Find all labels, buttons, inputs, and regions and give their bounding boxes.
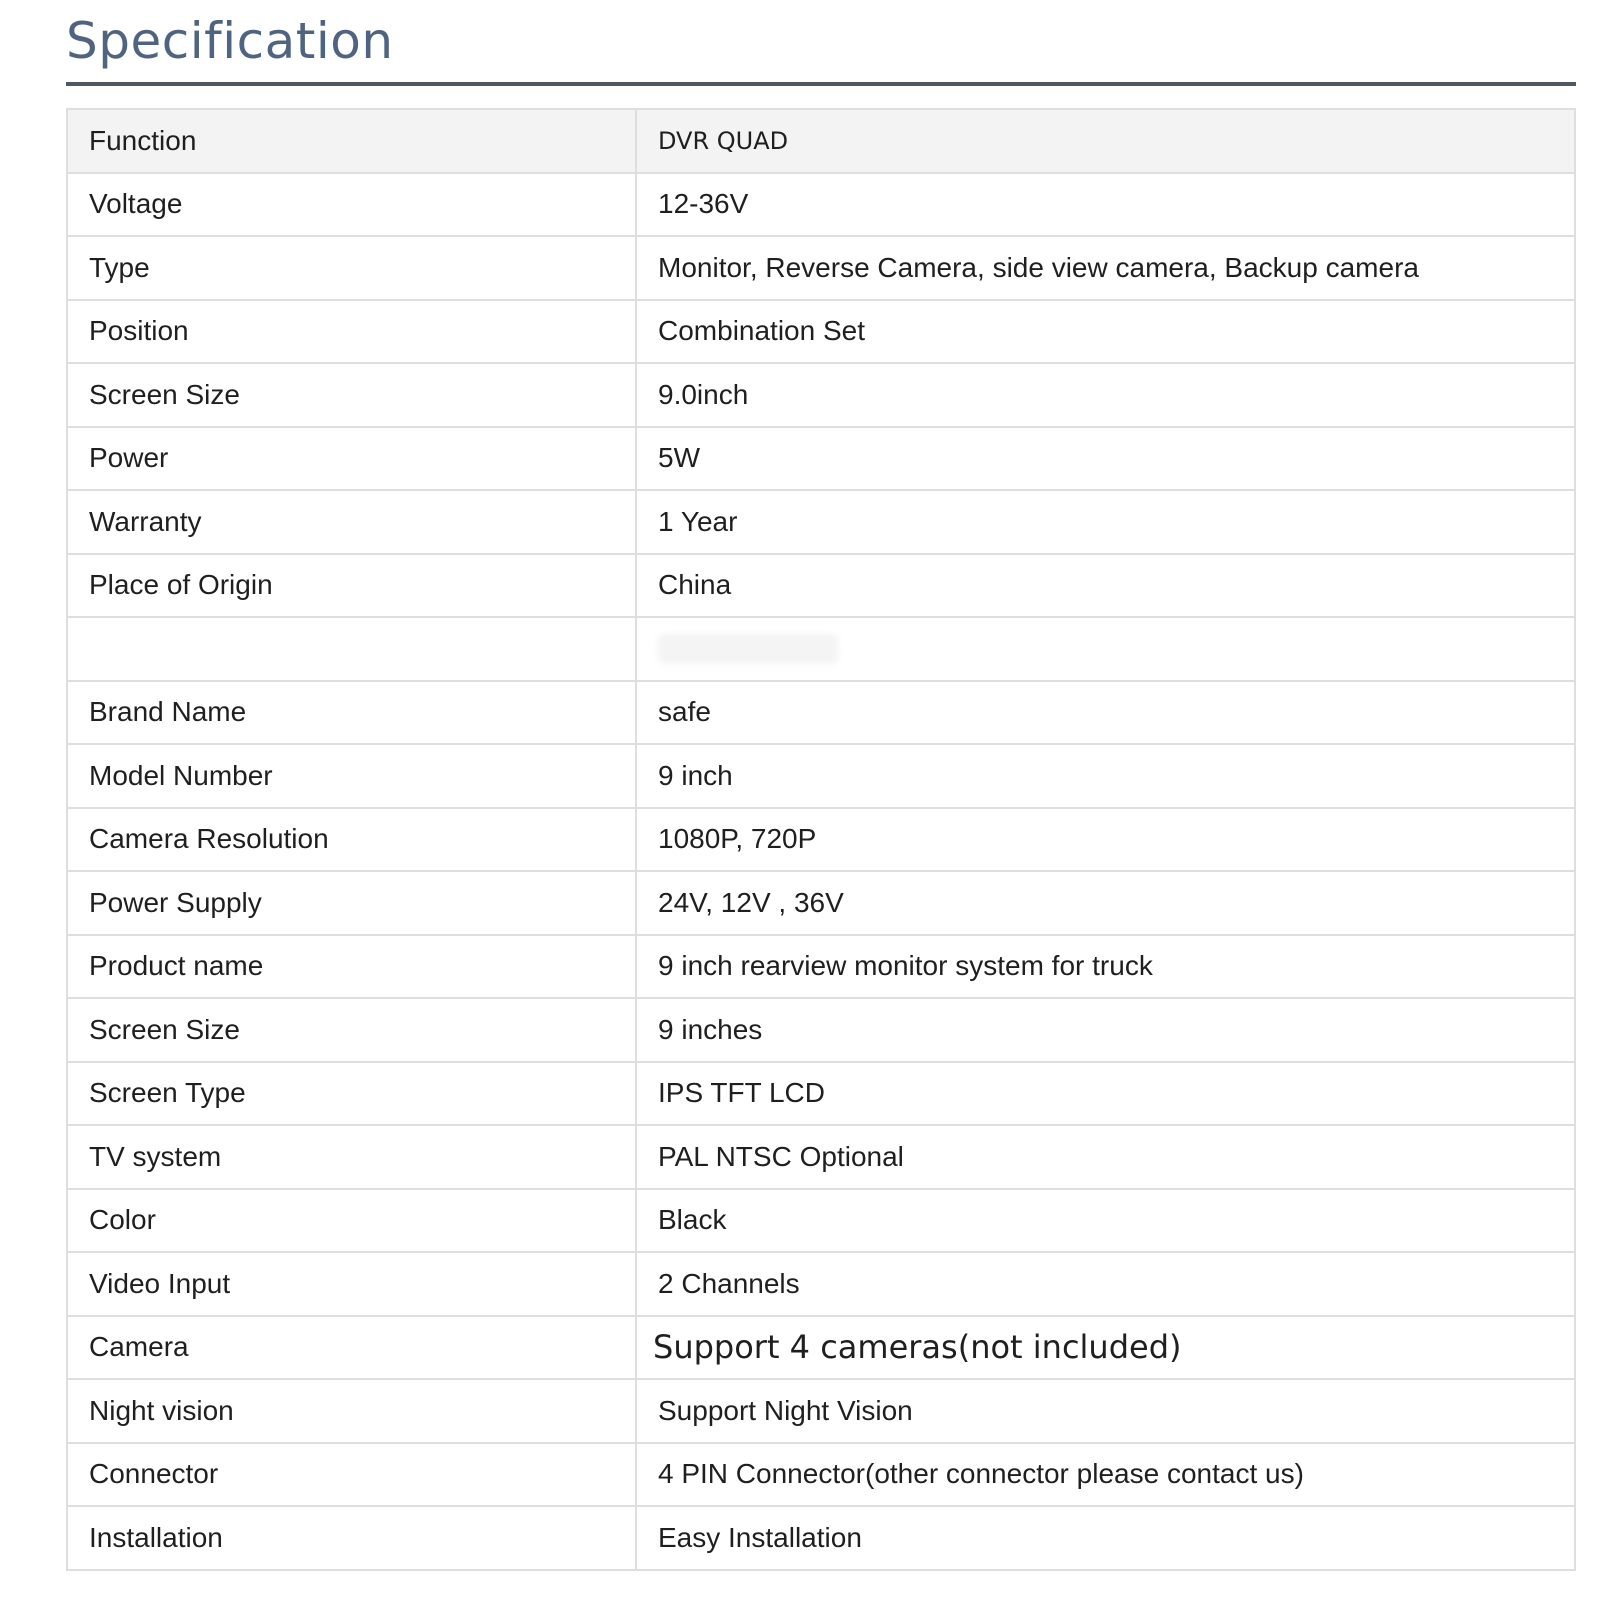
table-row xyxy=(67,935,1575,999)
spec-value: Easy Installation xyxy=(636,1506,1575,1570)
spec-value: 12-36V xyxy=(636,173,1575,237)
table-row xyxy=(67,1189,1575,1253)
table-row xyxy=(67,236,1575,300)
spec-value: safe xyxy=(636,681,1575,745)
spec-value: IPS TFT LCD xyxy=(636,1062,1575,1126)
table-row xyxy=(67,744,1575,808)
table-row xyxy=(67,300,1575,364)
spec-key: Camera Resolution xyxy=(67,808,636,872)
spec-key: Voltage xyxy=(67,173,636,237)
table-row-blurred xyxy=(67,617,1575,681)
spec-key: Camera xyxy=(67,1316,636,1380)
spec-key: Night vision xyxy=(67,1379,636,1443)
spec-key: Installation xyxy=(67,1506,636,1570)
spec-value: 24V, 12V , 36V xyxy=(636,871,1575,935)
table-row xyxy=(67,1506,1575,1570)
spec-value: 9 inches xyxy=(636,998,1575,1062)
table-row xyxy=(67,1443,1575,1507)
spec-value: China xyxy=(636,554,1575,618)
table-row xyxy=(67,808,1575,872)
spec-key: Type xyxy=(67,236,636,300)
spec-key: Connector xyxy=(67,1443,636,1507)
table-row xyxy=(67,998,1575,1062)
spec-value: 1 Year xyxy=(636,490,1575,554)
table-row xyxy=(67,1379,1575,1443)
spec-key: Screen Size xyxy=(67,998,636,1062)
spec-value: 9 inch xyxy=(636,744,1575,808)
spec-key: Video Input xyxy=(67,1252,636,1316)
spec-key: Model Number xyxy=(67,744,636,808)
spec-key: Brand Name xyxy=(67,681,636,745)
spec-value: 5W xyxy=(636,427,1575,491)
spec-key: Power Supply xyxy=(67,871,636,935)
spec-key: Warranty xyxy=(67,490,636,554)
spec-key: Place of Origin xyxy=(67,554,636,618)
spec-value: Support 4 cameras(not included) xyxy=(636,1316,1575,1380)
spec-value: 2 Channels xyxy=(636,1252,1575,1316)
table-row xyxy=(67,363,1575,427)
specification-table xyxy=(66,108,1576,1571)
spec-value: DVR QUAD xyxy=(636,109,1575,173)
spec-value: 4 PIN Connector(other connector please contact us) xyxy=(636,1443,1575,1507)
table-row xyxy=(67,554,1575,618)
table-row xyxy=(67,1252,1575,1316)
spec-key: TV system xyxy=(67,1125,636,1189)
spec-key: Function xyxy=(67,109,636,173)
spec-value: 9.0inch xyxy=(636,363,1575,427)
spec-key: Product name xyxy=(67,935,636,999)
redaction-blur xyxy=(658,634,838,664)
table-row xyxy=(67,109,1575,173)
table-row xyxy=(67,681,1575,745)
spec-key xyxy=(67,617,636,681)
spec-value: 1080P, 720P xyxy=(636,808,1575,872)
spec-key: Power xyxy=(67,427,636,491)
title-divider xyxy=(66,82,1576,86)
spec-key: Position xyxy=(67,300,636,364)
table-row xyxy=(67,1125,1575,1189)
table-row xyxy=(67,490,1575,554)
spec-value: Black xyxy=(636,1189,1575,1253)
spec-value: PAL NTSC Optional xyxy=(636,1125,1575,1189)
spec-value: Monitor, Reverse Camera, side view camera, Backup camera xyxy=(636,236,1575,300)
table-row xyxy=(67,1316,1575,1380)
spec-key: Screen Type xyxy=(67,1062,636,1126)
spec-key: Color xyxy=(67,1189,636,1253)
spec-value: Combination Set xyxy=(636,300,1575,364)
table-row xyxy=(67,1062,1575,1126)
table-row xyxy=(67,173,1575,237)
spec-key: Screen Size xyxy=(67,363,636,427)
table-row xyxy=(67,427,1575,491)
spec-value: 9 inch rearview monitor system for truck xyxy=(636,935,1575,999)
table-row xyxy=(67,871,1575,935)
spec-value: Support Night Vision xyxy=(636,1379,1575,1443)
page-title: Specification xyxy=(66,12,394,70)
spec-value-redacted xyxy=(636,617,1575,681)
